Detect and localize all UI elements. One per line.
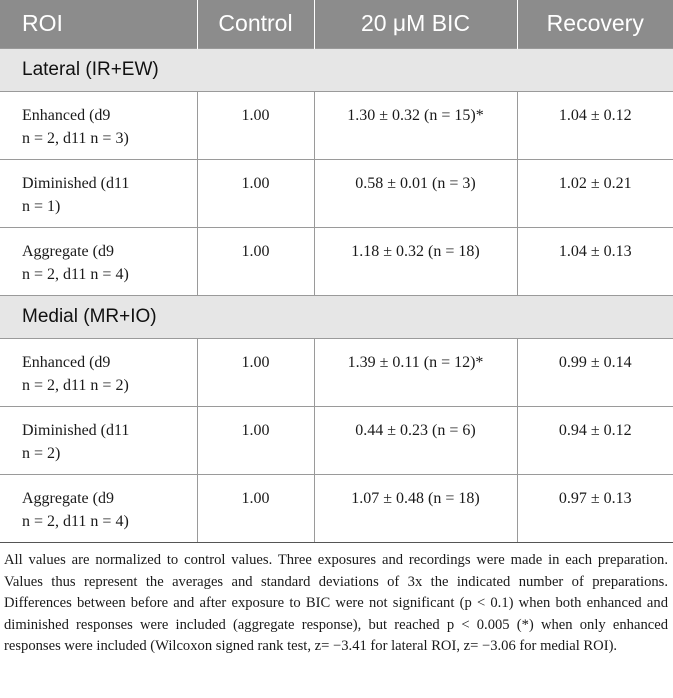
- bic-cell: 1.30 ± 0.32 (n = 15)*: [314, 91, 517, 159]
- roi-line: Diminished (d11: [22, 174, 130, 192]
- recovery-cell: 0.94 ± 0.12: [517, 406, 673, 474]
- roi-line: Aggregate (d9: [22, 489, 114, 507]
- control-cell: 1.00: [197, 338, 314, 406]
- roi-line: Enhanced (d9: [22, 106, 111, 124]
- bic-cell: 0.44 ± 0.23 (n = 6): [314, 406, 517, 474]
- bic-cell: 1.07 ± 0.48 (n = 18): [314, 474, 517, 542]
- section-title: Lateral (IR+EW): [0, 48, 673, 91]
- recovery-cell: 1.04 ± 0.13: [517, 227, 673, 295]
- table-row: [0, 474, 673, 542]
- control-cell: 1.00: [197, 159, 314, 227]
- recovery-cell: 0.97 ± 0.13: [517, 474, 673, 542]
- header-roi: ROI: [22, 10, 63, 37]
- roi-line: n = 2): [22, 444, 61, 462]
- recovery-cell: 1.02 ± 0.21: [517, 159, 673, 227]
- roi-line: Diminished (d11: [22, 421, 130, 439]
- roi-line: n = 1): [22, 197, 61, 215]
- roi-cell: [0, 474, 197, 542]
- header-recovery: Recovery: [517, 0, 673, 48]
- roi-cell: [0, 338, 197, 406]
- table-footnote: All values are normalized to control values. Three exposures and recordings were made in each preparation. Values thus represent the averages and standard deviations of 3x the indicated number of preparations. Differences between before and after exposure to BIC were not significant (p < 0.1) when both enhanced and diminished responses were included (aggregate response), but reached p < 0.005 (*) when only enhanced responses were included (Wilcoxon signed rank test, z= −3.41 for lateral ROI, z= −3.06 for medial ROI).: [4, 552, 668, 654]
- control-cell: 1.00: [197, 406, 314, 474]
- header-control: Control: [197, 0, 314, 48]
- roi-cell: [0, 91, 197, 159]
- recovery-cell: 0.99 ± 0.14: [517, 338, 673, 406]
- table-row: [0, 91, 673, 159]
- table-row: [0, 338, 673, 406]
- header-bic: 20 μM BIC: [314, 0, 517, 48]
- section-title: Medial (MR+IO): [0, 295, 673, 338]
- roi-line: n = 2, d11 n = 4): [22, 265, 129, 283]
- roi-line: n = 2, d11 n = 3): [22, 129, 129, 147]
- section-row-lateral: [0, 48, 673, 91]
- roi-cell: [0, 227, 197, 295]
- roi-line: Aggregate (d9: [22, 242, 114, 260]
- control-cell: 1.00: [197, 474, 314, 542]
- section-row-medial: [0, 295, 673, 338]
- bic-cell: 0.58 ± 0.01 (n = 3): [314, 159, 517, 227]
- control-cell: 1.00: [197, 227, 314, 295]
- table-header-row: [0, 0, 673, 48]
- table-row: [0, 159, 673, 227]
- bic-cell: 1.39 ± 0.11 (n = 12)*: [314, 338, 517, 406]
- table-row: [0, 227, 673, 295]
- roi-line: n = 2, d11 n = 2): [22, 376, 129, 394]
- control-cell: 1.00: [197, 91, 314, 159]
- table-row: [0, 406, 673, 474]
- bic-cell: 1.18 ± 0.32 (n = 18): [314, 227, 517, 295]
- roi-line: Enhanced (d9: [22, 353, 111, 371]
- roi-cell: [0, 159, 197, 227]
- roi-cell: [0, 406, 197, 474]
- roi-line: n = 2, d11 n = 4): [22, 512, 129, 530]
- recovery-cell: 1.04 ± 0.12: [517, 91, 673, 159]
